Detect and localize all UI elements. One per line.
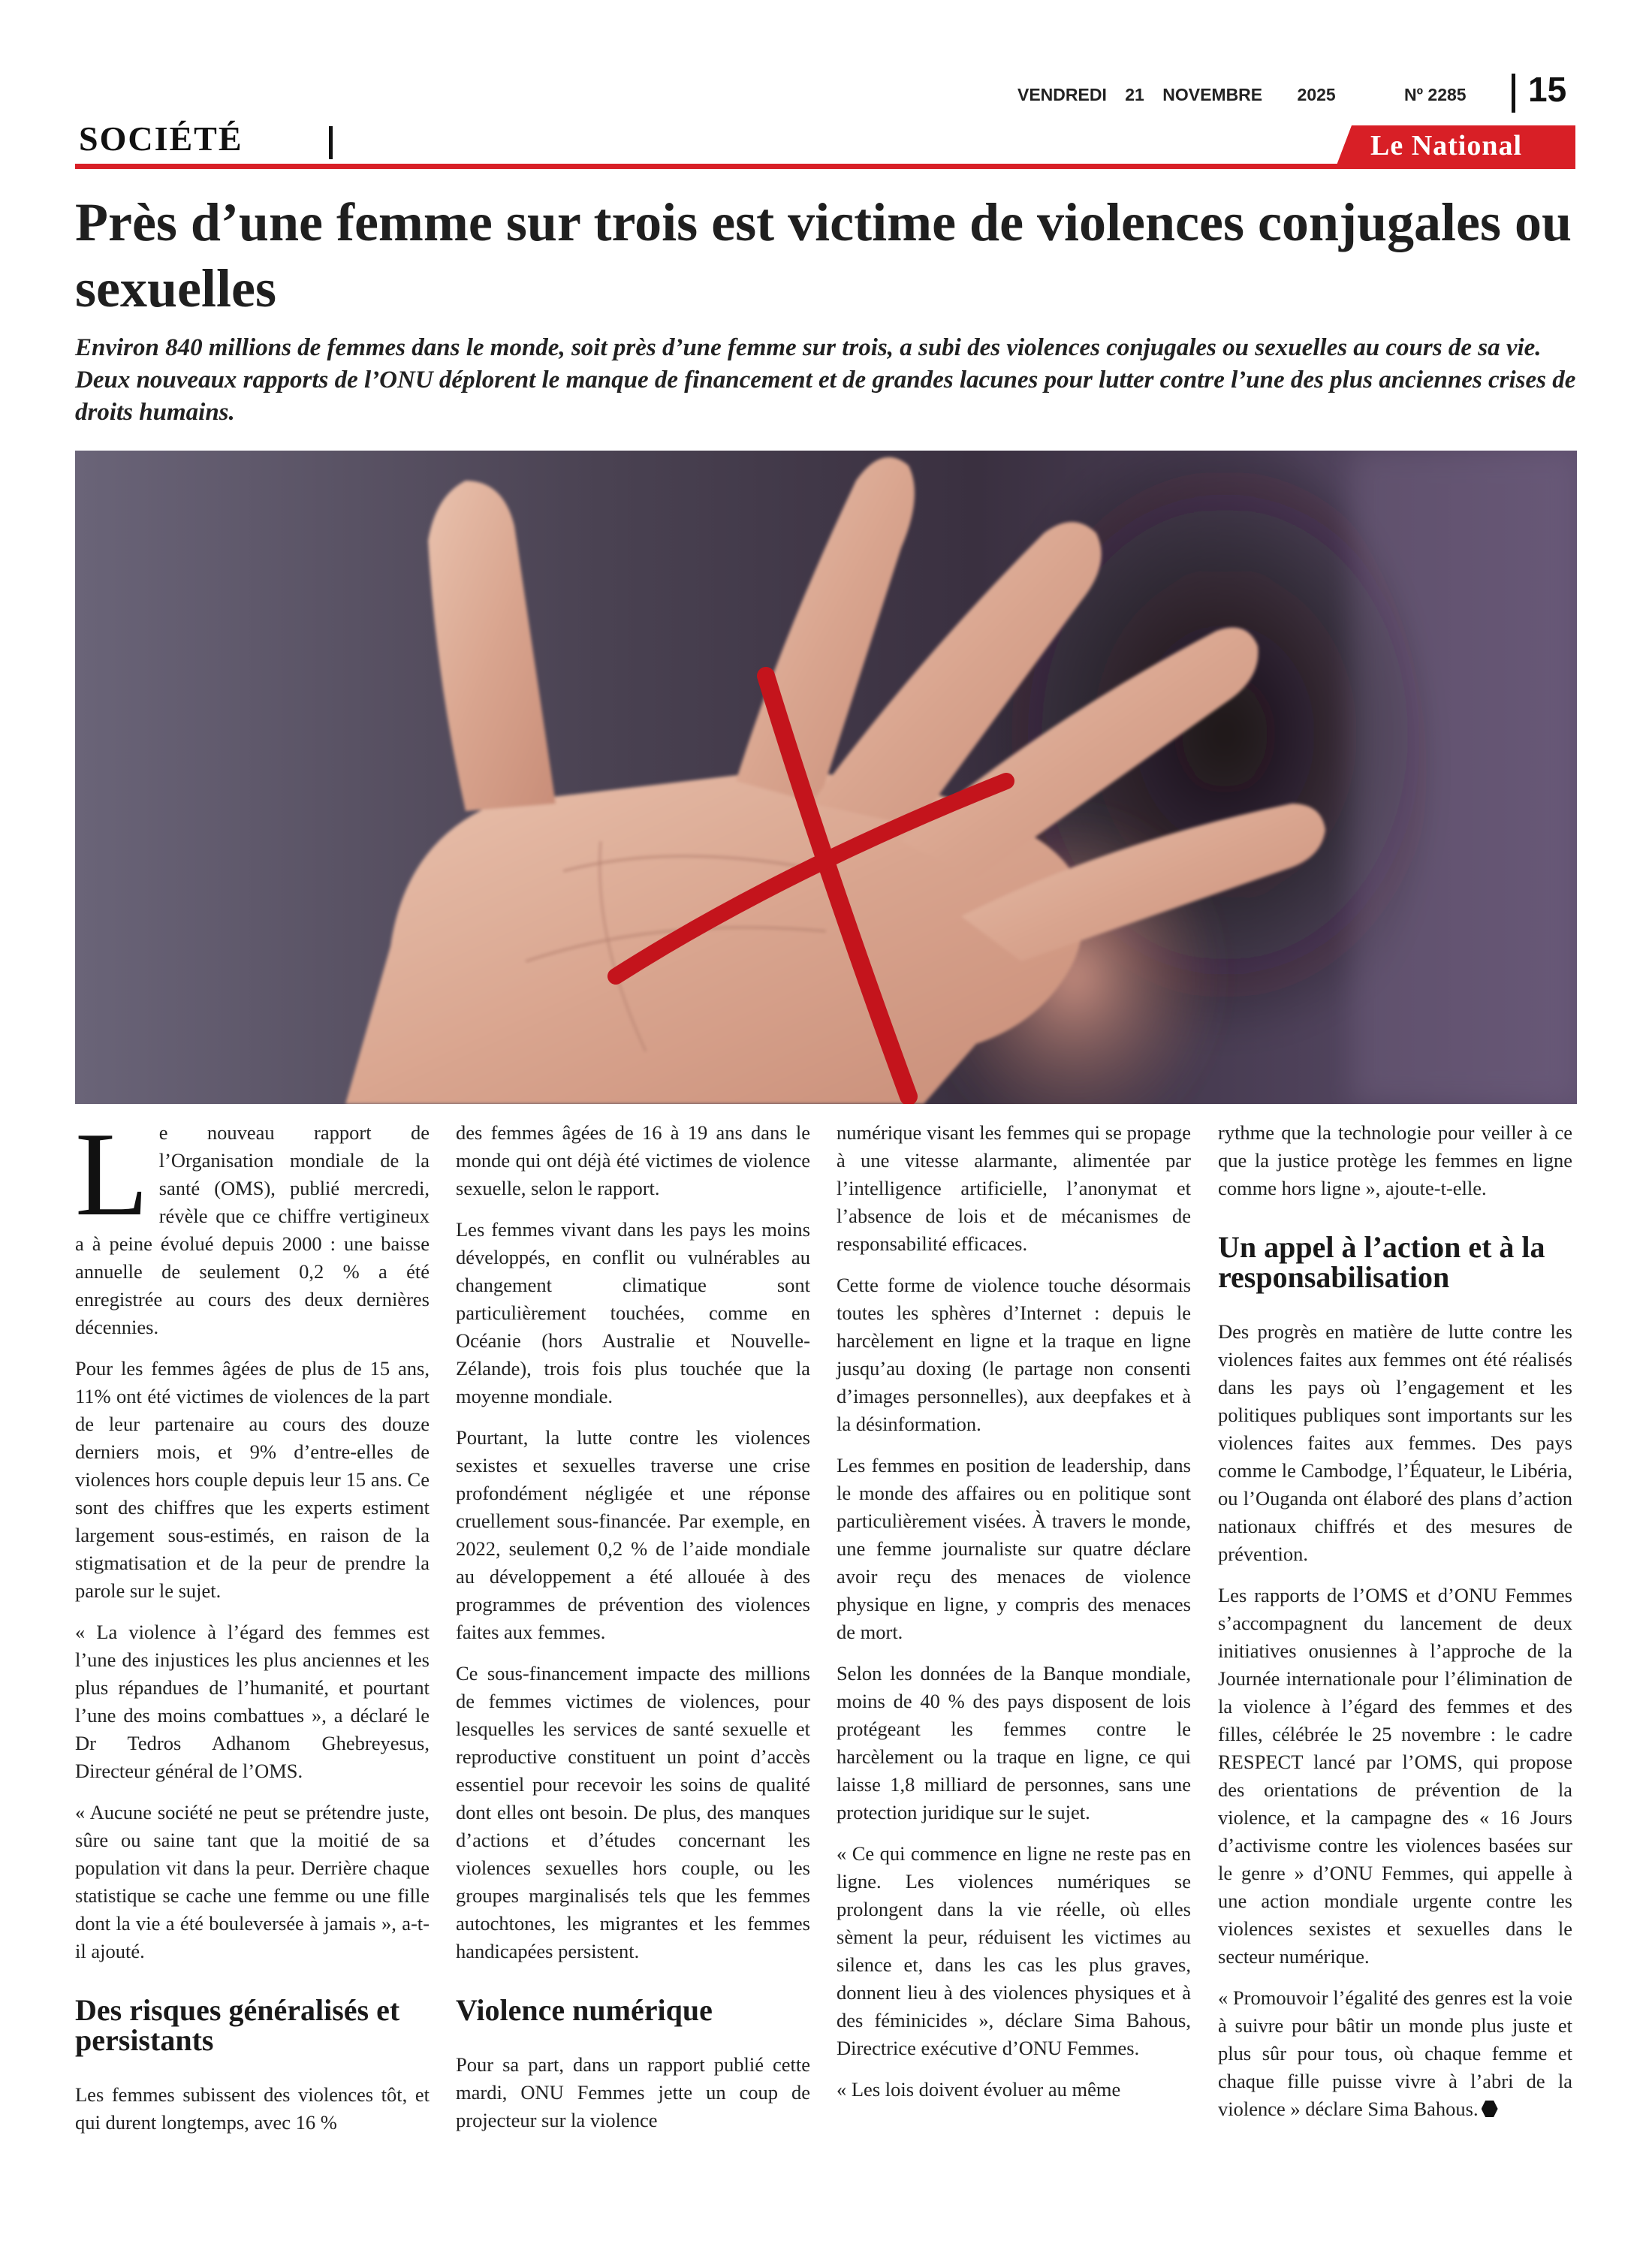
day: 21: [1125, 85, 1144, 104]
paragraph: Cette forme de violence touche désormais toutes les sphères d’Internet : depuis le harcèlement en ligne et la traque en ligne jusqu’au doxing (le partage non consenti d’images personnelles), aux deepfakes et à la désinformation.: [837, 1274, 1191, 1435]
subheading: Un appel à l’action et à la responsabilisation: [1218, 1230, 1545, 1294]
paragraph: « Les lois doivent évoluer au même: [837, 2078, 1121, 2101]
paragraph-text: e nouveau rapport de l’Organisation mondiale de la santé (OMS), publié mercredi, révèle que ce chiffre vertigineux a à peine évolué depuis 2000 : une baisse annuelle de seulement 0,2 % a été enregistrée au cours des deux dernières décennies.: [75, 1121, 430, 1338]
issue-number: Nº 2285: [1404, 85, 1467, 104]
date-line: [1017, 85, 1349, 105]
paragraph: numérique visant les femmes qui se propage à une vitesse alarmante, alimentée par l’intelligence artificielle, l’anonymat et l’absence de lois et de mécanismes de responsabilité efficaces.: [837, 1121, 1191, 1255]
page-divider: [1512, 74, 1515, 113]
month: NOVEMBRE: [1162, 85, 1263, 104]
newspaper-name: Le National: [1370, 130, 1523, 161]
section-title: SOCIÉTÉ: [79, 119, 243, 158]
paragraph: Pour les femmes âgées de plus de 15 ans, 11% ont été victimes de violences de la part de leur partenaire au cours des douze derniers mois, et 9% d’entre-elles de violences hors couple depuis leur 15 ans. Ce sont des chiffres que les experts estiment largement sous-estimés, en raison de la stigmatisation et de la peur de prendre la parole sur le sujet.: [75, 1357, 430, 1602]
article-column-2: [456, 1119, 810, 2148]
paragraph: Pour sa part, dans un rapport publié cette mardi, ONU Femmes jette un coup de projecteur sur la violence: [456, 2053, 810, 2131]
subheading: Des risques généralisés et persistants: [75, 1993, 400, 2057]
paragraph: Les femmes subissent des violences tôt, et qui durent longtemps, avec 16 %: [75, 2083, 430, 2134]
section-divider: [329, 126, 333, 159]
paragraph: « Ce qui commence en ligne ne reste pas en ligne. Les violences numériques se prolongent dans la vie réelle, où elles sèment la peur, réduisent les victimes au silence et, dans les cas les plus graves, donnent lieu à des violences physiques et à des féminicides », déclare Sima Bahous, Directrice exécutive d’ONU Femmes.: [837, 1842, 1191, 2059]
article-column-1: [75, 1107, 430, 2150]
dropcap: L: [75, 1107, 149, 1241]
paragraph: « Aucune société ne peut se prétendre juste, sûre ou saine tant que la moitié de sa population vit dans la peur. Derrière chaque statistique se cache une femme ou une fille dont la vie a été bouleversée à jamais », a-t-il ajouté.: [75, 1801, 430, 1962]
paragraph: [75, 1107, 430, 1341]
paragraph: Pourtant, la lutte contre les violences sexistes et sexuelles traverse une crise profondément négligée et une réponse cruellement sous-financée. Par exemple, en 2022, seulement 0,2 % de l’aide mondiale au développement a été allouée à des programmes de prévention des violences faites aux femmes.: [456, 1426, 810, 1643]
paragraph: Selon les données de la Banque mondiale, moins de 40 % des pays disposent de lois protégeant les femmes contre le harcèlement ou la traque en ligne, ce qui laisse 1,8 milliard de personnes, sans une protection juridique sur le sujet.: [837, 1662, 1191, 1823]
paragraph: rythme que la technologie pour veiller à ce que la justice protège les femmes en ligne comme hors ligne », ajoute-t-elle.: [1218, 1121, 1572, 1199]
paragraph: Les femmes en position de leadership, dans le monde des affaires ou en politique sont particulièrement visées. À travers le monde, une femme journaliste sur quatre déclare avoir reçu des menaces de violence physique en ligne, y compris des menaces de mort.: [837, 1454, 1191, 1643]
paragraph: [1218, 1984, 1572, 2123]
article-lede: Environ 840 millions de femmes dans le monde, soit près d’une femme sur trois, a subi des violences conjugales ou sexuelles au cours de sa vie. Deux nouveaux rapports de l’ONU déplorent le manque de financement et de grandes lacunes pour lutter contre l’une des plus anciennes crises de droits humains.: [75, 334, 1576, 426]
paragraph: Des progrès en matière de lutte contre les violences faites aux femmes ont été réalisés dans les pays où l’engagement et les politiques publiques sont importants sur les violences faites aux femmes. Des pays comme le Cambodge, l’Équateur, le Libéria, ou l’Ouganda ont élaboré des plans d’action nationaux chiffrés et des mesures de prévention.: [1218, 1320, 1572, 1565]
paragraph: Ce sous-financement impacte des millions de femmes victimes de violences, pour lesquelles les services de santé sexuelle et reproductive constituent un point d’accès essentiel pour recevoir les soins de qualité dont elles ont besoin. De plus, des manques d’actions et d’études concernant les violences sexuelles hors couple, ou les groupes marginalisés tels que les femmes autochtones, les migrantes et les femmes handicapées persistent.: [456, 1662, 810, 1962]
subheading: Violence numérique: [456, 1993, 713, 2027]
article-headline: Près d’une femme sur trois est victime de violences conjugales ou sexuelles: [75, 192, 1572, 318]
year: 2025: [1297, 85, 1336, 104]
hand-with-red-x-photo: [75, 451, 1577, 1104]
paragraph: Les rapports de l’OMS et d’ONU Femmes s’accompagnent du lancement de deux initiatives onusiennes à l’approche de la Journée internationale pour l’élimination de la violence à l’égard des femmes et des filles, célébrée le 25 novembre : le cadre RESPECT lancé par l’OMS, qui propose des orientations de prévention de la violence, et la campagne des « 16 Jours d’activisme contre les violences basées sur le genre » d’ONU Femmes, qui appelle à une action mondiale urgente contre les violences sexistes et sexuelles dans le secteur numérique.: [1218, 1584, 1572, 1968]
paragraph: Les femmes vivant dans les pays les moins développés, en conflit ou vulnérables au changement climatique sont particulièrement touchées, comme en Océanie (hors Australie et Nouvelle-Zélande), trois fois plus touchée que la moyenne mondiale.: [456, 1218, 810, 1407]
photo-illustration: [75, 451, 1577, 1104]
paragraph-text: « Promouvoir l’égalité des genres est la voie à suivre pour bâtir un monde plus juste et plus sûr pour tous, où chaque femme et chaque fille puisse vivre à l’abri de la violence » déclare Sima Bahous.: [1218, 1986, 1572, 2120]
weekday: VENDREDI: [1017, 85, 1107, 104]
article-column-4: [1218, 1119, 1572, 2137]
paragraph: des femmes âgées de 16 à 19 ans dans le monde qui ont déjà été victimes de violence sexuelle, selon le rapport.: [456, 1121, 810, 1199]
page-number: 15: [1528, 70, 1567, 109]
paragraph: « La violence à l’égard des femmes est l’une des injustices les plus anciennes et les plus répandues de l’humanité, et pourtant l’une des moins combattues », a déclaré le Dr Tedros Adhanom Ghebreyesus, Directeur général de l’OMS.: [75, 1621, 430, 1782]
article-column-3: [837, 1119, 1191, 2117]
end-of-article-icon: [1482, 2101, 1498, 2117]
